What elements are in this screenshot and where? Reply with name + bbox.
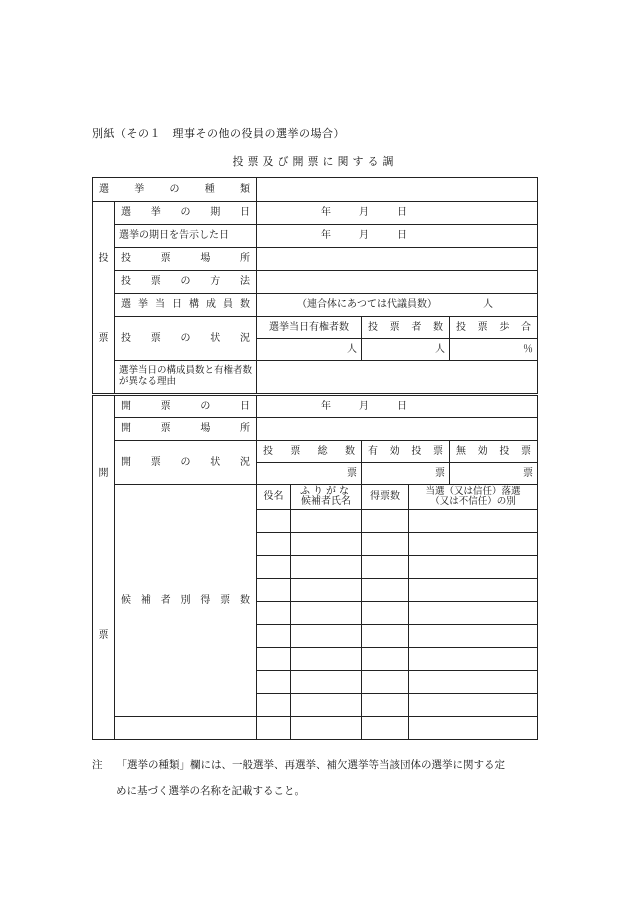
footnote <box>92 752 562 804</box>
result-header-line2: （又は不信任）の別 <box>430 496 516 507</box>
candidate-row <box>93 717 538 740</box>
year-unit: 年 <box>321 230 331 242</box>
furigana-header: ふりがな <box>300 485 352 497</box>
invalid-votes-cell[interactable]: 票 <box>450 463 538 485</box>
year-unit: 年 <box>321 207 331 219</box>
members-unit: 人 <box>483 299 493 311</box>
note-label: 注 <box>92 759 103 771</box>
valid-votes-header: 有効投票 <box>362 441 450 463</box>
candidate-votes-label: 候補者別得票数 <box>115 485 257 717</box>
members-input[interactable] <box>257 294 538 317</box>
members-label: 選挙当日構成員数 <box>115 294 257 317</box>
counting-section-label-top: 開 <box>93 463 115 485</box>
day-unit: 日 <box>397 207 407 219</box>
invalid-votes-header: 無効投票 <box>450 441 538 463</box>
candidate-name-header: 候補者氏名 <box>301 496 351 507</box>
election-date-label: 選挙の期日 <box>115 202 257 225</box>
eligible-voters-cell[interactable]: 人 <box>257 339 362 361</box>
reason-label: 選挙当日の構成員数と有権者数が異なる理由 <box>115 361 257 395</box>
votes-header: 得票数 <box>362 485 409 510</box>
voting-status-label: 投票の状況 <box>115 317 257 361</box>
month-unit: 月 <box>359 230 369 242</box>
election-type-input[interactable] <box>257 178 538 202</box>
role-header: 役名 <box>257 485 291 510</box>
counting-date-input[interactable] <box>257 395 538 418</box>
total-votes-header: 投票総数 <box>257 441 362 463</box>
counting-place-input[interactable] <box>257 418 538 441</box>
turnout-cell[interactable]: ％ <box>450 339 538 361</box>
election-form-table <box>92 177 538 740</box>
note-line2: めに基づく選挙の名称を記載すること。 <box>116 785 305 797</box>
result-header-line1: 当選（又は信任）落選 <box>425 486 521 498</box>
eligible-voters-header: 選挙当日有権者数 <box>257 317 362 339</box>
announce-date-label: 選挙の期日を告示した日 <box>115 225 257 248</box>
month-unit: 月 <box>359 207 369 219</box>
counting-status-label: 開票の状況 <box>115 441 257 485</box>
total-votes-cell[interactable]: 票 <box>257 463 362 485</box>
day-unit: 日 <box>397 230 407 242</box>
election-date-input[interactable] <box>257 202 538 225</box>
announce-date-input[interactable] <box>257 225 538 248</box>
voting-method-label: 投票の方法 <box>115 271 257 294</box>
voting-place-input[interactable] <box>257 248 538 271</box>
note-line1: 「選挙の種類」欄には、一般選挙、再選挙、補欠選挙等当該団体の選挙に関する定 <box>116 759 505 771</box>
turnout-header: 投票歩合 <box>450 317 538 339</box>
day-unit: 日 <box>397 400 407 412</box>
document-title: 投票及び開票に関する調 <box>232 155 398 168</box>
voting-method-input[interactable] <box>257 271 538 294</box>
voters-cell[interactable]: 人 <box>362 339 450 361</box>
year-unit: 年 <box>321 400 331 412</box>
counting-date-label: 開票の日 <box>115 395 257 418</box>
counting-place-label: 開票場所 <box>115 418 257 441</box>
election-type-label: 選 挙 の 種 類 <box>93 178 257 202</box>
month-unit: 月 <box>359 400 369 412</box>
members-note: （連合体にあつては代議員数） <box>297 299 437 311</box>
voting-place-label: 投票場所 <box>115 248 257 271</box>
voters-header: 投票者数 <box>362 317 450 339</box>
valid-votes-cell[interactable]: 票 <box>362 463 450 485</box>
voting-section-label-bottom: 票 <box>93 317 115 361</box>
voting-section-label-top: 投 <box>93 248 115 271</box>
reason-input[interactable] <box>257 361 538 395</box>
document-heading: 別紙（その１ 理事その他の役員の選挙の場合） <box>92 127 345 140</box>
counting-section-label-bottom: 票 <box>93 625 115 648</box>
